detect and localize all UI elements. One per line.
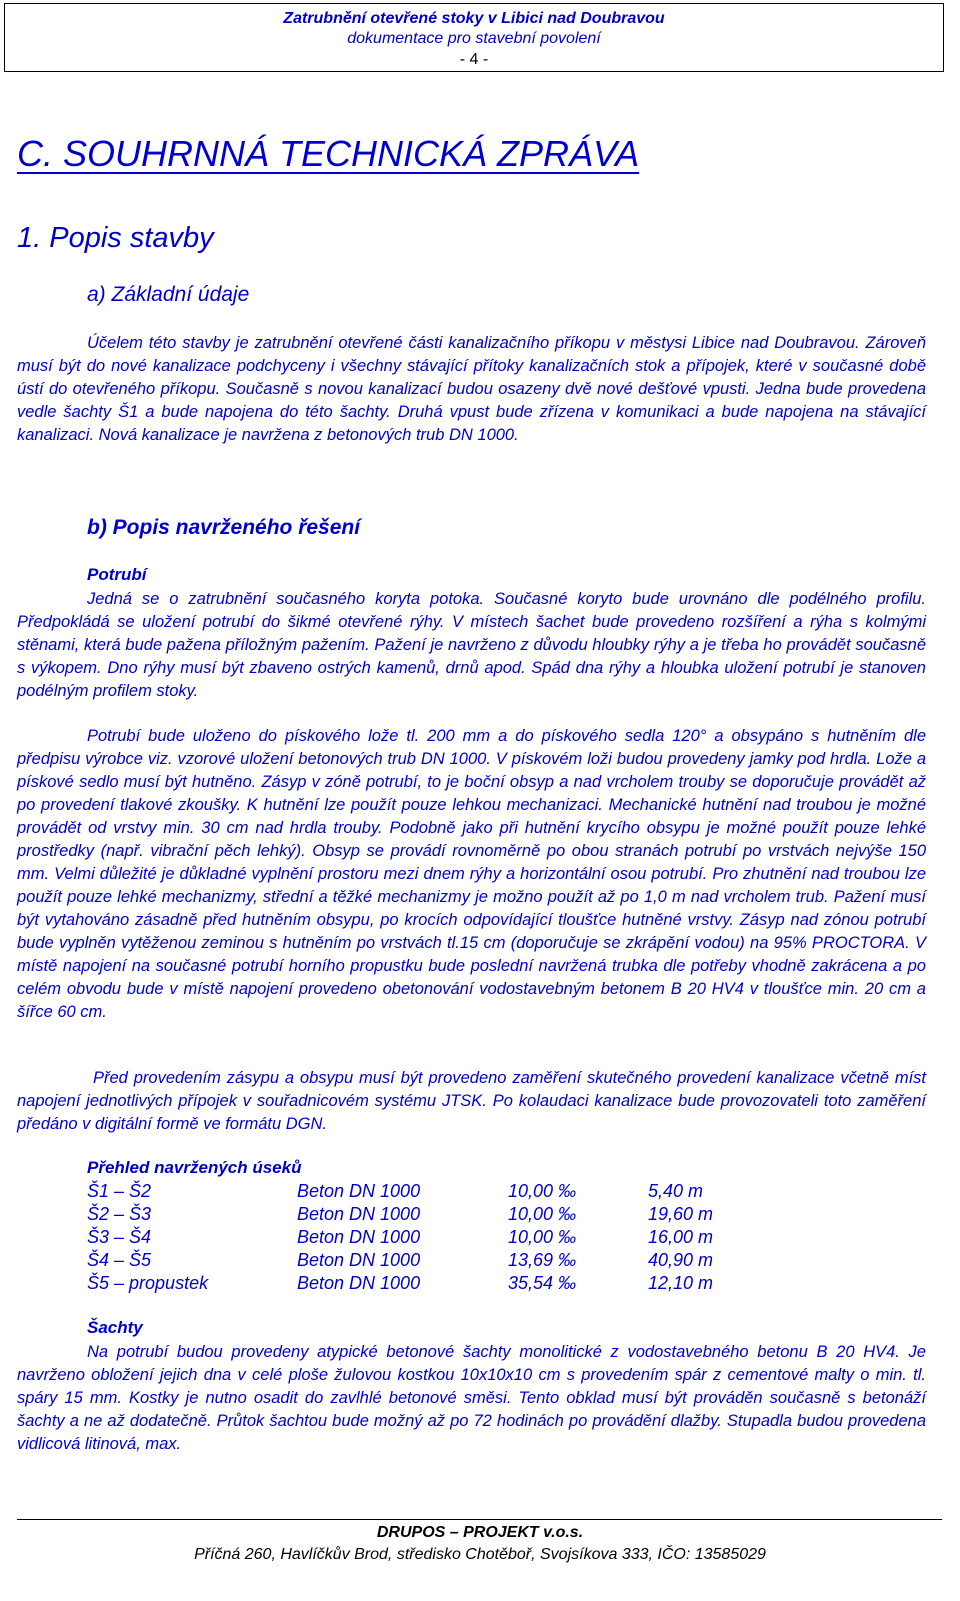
segment-material: Beton DN 1000	[297, 1181, 421, 1201]
sachty-paragraph: Na potrubí budou provedeny atypické betonové šachty monolitické z vodostavebného betonu B 20 HV4. Je navrženo obložení jejich dna v celé ploše žulovou kostkou 10x10x10 cm s provedením spár z cementové malty o min. tl. spáry 15 mm. Kostky je nutno osadit do zavlhlé betonové směsi. Tento obklad musí být prováděn současně s betonáží šachty a ne až dodatečně. Průtok šachtou bude možný až po 72 hodinách po provádění dlažby. Stupadla budou provedena vidlicová litinová, max.	[17, 1343, 926, 1453]
segment-section: Š1 – Š2	[87, 1181, 152, 1201]
table-row	[87, 1181, 768, 1204]
segment-material: Beton DN 1000	[297, 1227, 421, 1247]
table-row	[87, 1273, 768, 1296]
segment-slope: 35,54 ‰	[508, 1273, 577, 1293]
header-title: Zatrubnění otevřené stoky v Libici nad Doubravou	[283, 10, 665, 27]
segment-section: Š2 – Š3	[87, 1204, 152, 1224]
footer-address: Příčná 260, Havlíčkův Brod, středisko Chotěboř, Svojsíkova 333, IČO: 13585029	[194, 1546, 766, 1563]
potrubi-label: Potrubí	[87, 565, 147, 584]
subsection-heading-a: a) Základní údaje	[87, 283, 250, 306]
section-heading-1: 1. Popis stavby	[17, 222, 214, 254]
segment-length: 5,40 m	[648, 1181, 704, 1201]
table-row	[87, 1204, 768, 1227]
footer-divider	[17, 1519, 942, 1520]
segment-material: Beton DN 1000	[297, 1250, 421, 1270]
segment-length: 16,00 m	[648, 1227, 714, 1247]
segment-section: Š5 – propustek	[87, 1273, 209, 1293]
potrubi-paragraph-3: Před provedením zásypu a obsypu musí být provedeno zaměření skutečného provedení kanalizace včetně míst napojení jednotlivých přípojek v souřadnicovém systému JTSK. Po kolaudaci kanalizace bude provozovateli toto zaměření předáno v digitální formě ve formátu DGN.	[17, 1069, 926, 1133]
footer-company: DRUPOS – PROJEKT v.o.s.	[376, 1524, 584, 1541]
segment-length: 19,60 m	[648, 1204, 714, 1224]
potrubi-paragraph-1: Jedná se o zatrubnění současného koryta potoka. Současné koryto bude urovnáno dle podélného profilu. Předpokládá se uložení potrubí do šikmé otevřené rýhy. V místech šachet bude provedeno rozšíření a rýha s kolmými stěnami, která bude pažena příložným pažením. Pažení je navrženo z důvodu hloubky rýhy a je třeba ho provádět současně s výkopem. Dno rýhy musí být zbaveno ostrých kamenů, drnů apod. Spád dna rýhy a hloubka uložení potrubí je stanoven podélným profilem stoky.	[17, 590, 926, 700]
segments-table	[87, 1181, 768, 1296]
segment-slope: 10,00 ‰	[508, 1204, 577, 1224]
page-number: - 4 -	[459, 51, 489, 68]
segment-slope: 13,69 ‰	[508, 1250, 577, 1270]
subsection-heading-b: b) Popis navrženého řešení	[87, 516, 361, 539]
segment-length: 12,10 m	[648, 1273, 714, 1293]
section-a-paragraph: Účelem této stavby je zatrubnění otevřené části kanalizačního příkopu v městysi Libice nad Doubravou. Zároveň musí být do nové kanalizace podchyceny i všechny stávající přítoky kanalizačních stok a přípojek, které v současné době ústí do otevřeného příkopu. Současně s novou kanalizací budou osazeny dvě nové dešťové vpusti. Jedna bude provedena vedle šachty Š1 a bude napojena do této šachty. Druhá vpust bude zřízena v komunikaci a bude napojena na stávající kanalizaci. Nová kanalizace je navržena z betonových trub DN 1000.	[17, 334, 926, 444]
segment-section: Š3 – Š4	[87, 1227, 152, 1247]
segment-slope: 10,00 ‰	[508, 1227, 577, 1247]
table-row	[87, 1227, 768, 1250]
segment-slope: 10,00 ‰	[508, 1181, 577, 1201]
page-header	[4, 3, 944, 72]
overview-label: Přehled navržených úseků	[87, 1158, 302, 1177]
potrubi-paragraph-2: Potrubí bude uloženo do pískového lože tl. 200 mm a do pískového sedla 120° a obsypáno s hutněním dle předpisu výrobce viz. vzorové uložení betonových trub DN 1000. V pískovém loži budou provedeny jamky pod hrdla. Lože a pískové sedlo musí být hutněno. Zásyp v zóně potrubí, to je boční obsyp a nad vrcholem trouby se doporučuje provádět až po provedení tlakové zkoušky. K hutnění lze použít pouze lehkou mechanizaci. Mechanické hutnění nad troubou je možné provádět od vrstvy min. 30 cm nad hrdla trouby. Podobně jako při hutnění krycího obsypu je možné použít pouze lehké prostředky (např. vibrační pěch lehký). Obsyp se provádí rovnoměrně po obou stranách potrubí po vrstvách nejvýše 150 mm. Velmi důležité je důkladné vyplnění prostoru mezi dnem rýhy a horizontální osou potrubí. Pro zhutnění nad troubou lze použít pouze lehké mechanizmy, střední a těžké mechanizmy je možno použít až po 1,0 m nad vrcholem trub. Pažení musí být vytahováno zásadně před hutněním obsypu, po krocích odpovídající tloušťce hutněné vrstvy. Zásyp nad zónou potrubí bude vyplněn vytěženou zeminou s hutněním po vrstvách tl.15 cm (doporučuje se zkrápění vodou) na 95% PROCTORA. V místě napojení na současné potrubí horního propustku bude poslední navržená trubka dle potřeby vhodně zakrácena a po celém obvodu bude v místě napojení provedeno obetonování vodostavebným betonem B 20 HV4 v tloušťce min. 20 cm a šířce 60 cm.	[17, 727, 926, 1021]
segment-section: Š4 – Š5	[87, 1250, 152, 1270]
segment-material: Beton DN 1000	[297, 1273, 421, 1293]
sachty-label: Šachty	[87, 1318, 143, 1337]
header-subtitle: dokumentace pro stavební povolení	[347, 30, 601, 47]
segment-length: 40,90 m	[648, 1250, 714, 1270]
document-title: C. SOUHRNNÁ TECHNICKÁ ZPRÁVA	[17, 133, 640, 174]
segment-material: Beton DN 1000	[297, 1204, 421, 1224]
table-row	[87, 1250, 768, 1273]
